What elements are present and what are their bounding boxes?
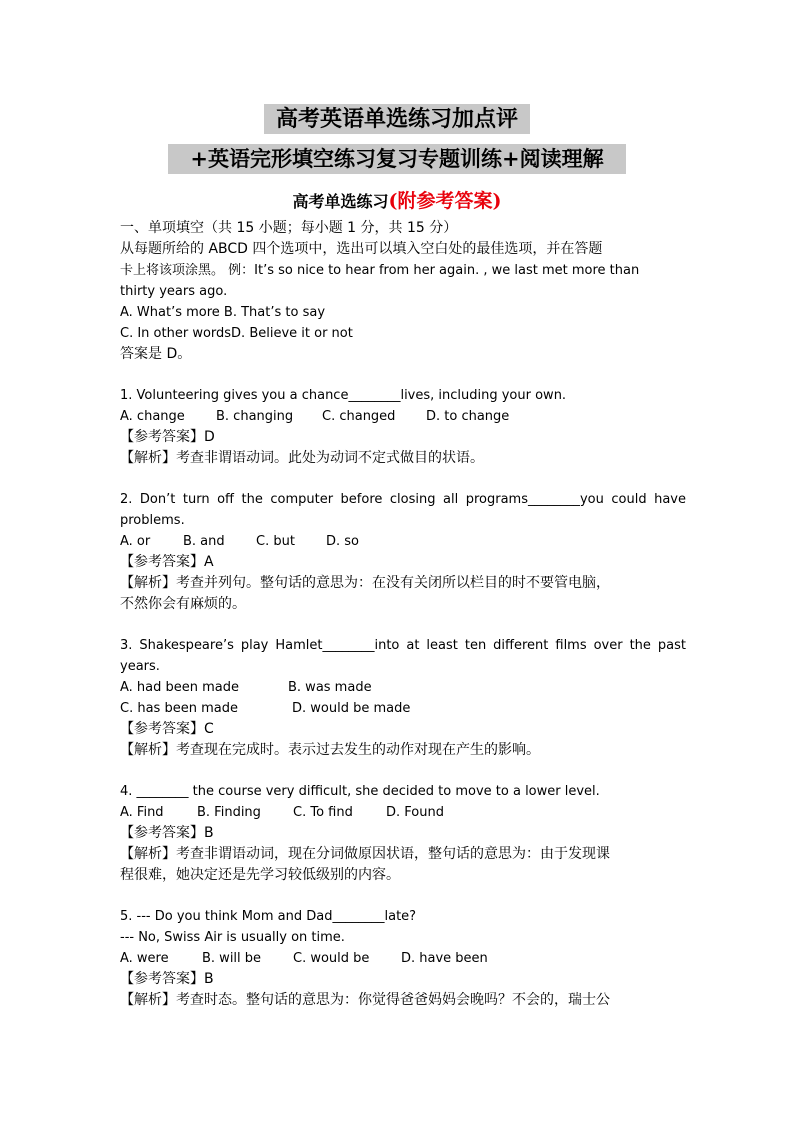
question-stem: --- No, Swiss Air is usually on time. xyxy=(120,930,345,945)
question-options xyxy=(120,802,686,823)
option: A. change xyxy=(120,409,185,424)
option: D. would be made xyxy=(292,701,411,716)
option: B. changing xyxy=(216,409,294,424)
option: B. Finding xyxy=(197,805,261,820)
option: B. will be xyxy=(202,951,262,966)
document-title-line2: +英语完形填空练习复习专题训练+阅读理解 xyxy=(168,144,626,174)
document-subtitle xyxy=(200,186,594,216)
answer-key: 【参考答案】B xyxy=(120,971,214,987)
analysis: 【解析】考查时态。整句话的意思为：你觉得爸爸妈妈会晚吗？不会的，瑞士公 xyxy=(120,992,610,1008)
option: B. was made xyxy=(288,680,372,695)
question-stem: 4. ________ the course very difficult, she decided to move to a lower level. xyxy=(120,784,600,799)
instructions-line: thirty years ago. xyxy=(120,284,228,299)
answer-key: 【参考答案】A xyxy=(120,554,214,570)
question-stem: 5. --- Do you think Mom and Dad________late? xyxy=(120,909,417,924)
answer-key: 【参考答案】C xyxy=(120,721,214,737)
example-answer: 答案是 D。 xyxy=(120,346,192,362)
analysis: 不然你会有麻烦的。 xyxy=(120,596,246,612)
subtitle-main: 高考单选练习 xyxy=(292,192,389,211)
option: A. Find xyxy=(120,805,164,820)
question-options xyxy=(120,531,686,552)
example-options: A. What’s more B. That’s to say xyxy=(120,305,326,320)
option: C. changed xyxy=(322,409,396,424)
analysis: 【解析】考查并列句。整句话的意思为：在没有关闭所以栏目的时不要管电脑， xyxy=(120,575,610,591)
answer-key: 【参考答案】D xyxy=(120,429,215,445)
option: C. To find xyxy=(293,805,353,820)
option: C. but xyxy=(256,534,295,549)
answer-key: 【参考答案】B xyxy=(120,825,214,841)
option: B. and xyxy=(183,534,225,549)
option: D. so xyxy=(326,534,360,549)
instructions-line: 从每题所给的 ABCD 四个选项中，选出可以填入空白处的最佳选项，并在答题 xyxy=(120,241,603,257)
option: A. or xyxy=(120,534,151,549)
analysis: 程很难，她决定还是先学习较低级别的内容。 xyxy=(120,867,400,883)
document-title-line1: 高考英语单选练习加点评 xyxy=(264,104,530,134)
option: C. has been made xyxy=(120,701,238,716)
question-stem: years. xyxy=(120,659,160,674)
option: D. have been xyxy=(401,951,488,966)
option: C. would be xyxy=(293,951,370,966)
option: D. to change xyxy=(426,409,510,424)
subtitle-answer-note: (附参考答案) xyxy=(388,190,502,212)
example-options: C. In other wordsD. Believe it or not xyxy=(120,326,353,341)
analysis: 【解析】考查非谓语动词。此处为动词不定式做目的状语。 xyxy=(120,450,484,466)
document-body xyxy=(120,218,686,1011)
question-stem: 3. Shakespeare’s play Hamlet________into at least ten different films over the past xyxy=(120,638,686,653)
option: A. had been made xyxy=(120,680,240,695)
instructions-line: 卡上将该项涂黑。 例：It’s so nice to hear from her again. , we last met more than xyxy=(120,263,640,278)
option: D. Found xyxy=(386,805,444,820)
option: A. were xyxy=(120,951,169,966)
question-options xyxy=(120,677,686,698)
analysis: 【解析】考查现在完成时。表示过去发生的动作对现在产生的影响。 xyxy=(120,742,540,758)
analysis: 【解析】考查非谓语动词，现在分词做原因状语，整句话的意思为：由于发现课 xyxy=(120,846,610,862)
question-options xyxy=(120,406,686,427)
question-stem: 2. Don’t turn off the computer before closing all programs________you could have xyxy=(120,492,686,507)
question-options xyxy=(120,948,686,969)
question-stem: 1. Volunteering gives you a chance________lives, including your own. xyxy=(120,388,567,403)
question-options xyxy=(120,698,686,719)
section-header: 一、单项填空（共 15 小题；每小题 1 分，共 15 分） xyxy=(120,220,458,236)
question-stem: problems. xyxy=(120,513,185,528)
